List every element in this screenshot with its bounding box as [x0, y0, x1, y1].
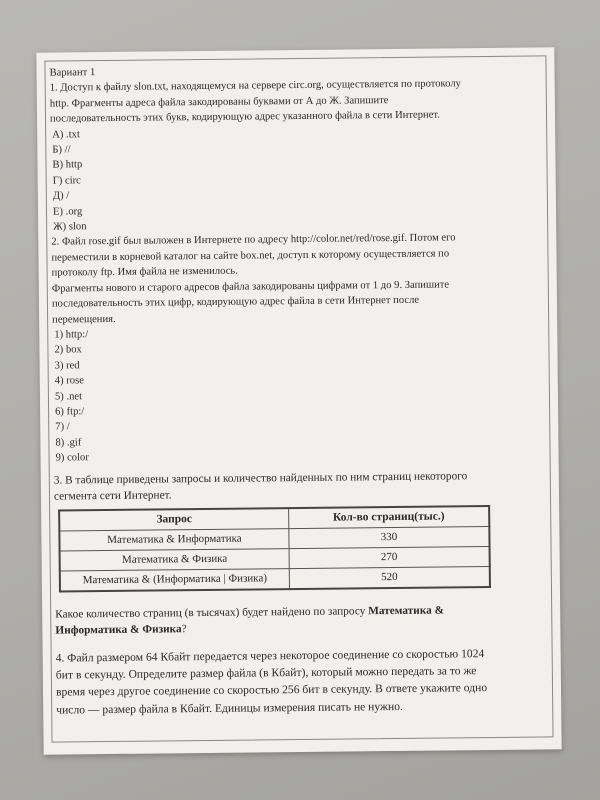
question-1-line: http. Фрагменты адреса файла закодированы буквами от А до Ж. Запишите: [49, 94, 389, 110]
question-4: [56, 644, 543, 719]
option-g: Г) circ: [52, 175, 81, 187]
header-query: Запрос: [59, 508, 289, 531]
pages-cell: 270: [289, 546, 490, 568]
question-3-prompt: [55, 601, 541, 639]
question-4-line: 4. Файл размером 64 Кбайт передается через некоторое соединение со скоростью 1024: [55, 646, 485, 665]
option-7: 7) /: [55, 421, 70, 433]
question-2-line: перемещения.: [52, 313, 116, 326]
worksheet-frame: [44, 55, 553, 742]
query-cell: Математика & Физика: [60, 548, 290, 570]
option-1: 1) http:/: [54, 329, 89, 341]
question-3-query-part-2: Информатика & Физика: [55, 623, 182, 637]
question-2-line: протоколу ftp. Имя файла не изменилось.: [51, 265, 238, 279]
query-cell: Математика & (Информатика | Физика): [60, 568, 290, 591]
pages-cell: 520: [289, 566, 490, 589]
question-3-query-part-1: Математика &: [368, 604, 445, 617]
question-4-line: бит в секунду. Определите размер файла (в Кбайт), который можно передать за то же: [55, 664, 477, 682]
query-table: [58, 505, 491, 593]
question-1-line: последовательность этих букв, кодирующую адрес указанного файла в сети Интернет.: [49, 109, 440, 125]
header-pages: Кол-во страниц(тыс.): [289, 506, 490, 529]
option-2: 2) box: [54, 344, 82, 356]
option-v: В) http: [52, 159, 83, 172]
option-4: 4) rose: [54, 375, 84, 387]
question-2-options: [54, 322, 539, 466]
paper-sheet: [36, 47, 561, 754]
question-3-line: 3. В таблице приведены запросы и количество найденных по ним страниц некоторого: [53, 469, 468, 487]
option-3: 3) red: [54, 360, 80, 372]
question-2-line: последовательность этих цифр, кодирующую адрес файла в сети Интернет после: [51, 294, 420, 310]
question-3-line: сегмента сети Интернет.: [53, 489, 172, 503]
option-9: 9) color: [55, 452, 89, 464]
option-8: 8) .gif: [55, 437, 82, 449]
option-5: 5) .net: [54, 390, 83, 403]
option-zh: Ж) slon: [53, 221, 87, 233]
question-2-line: Фрагменты нового и старого адресов файла закодированы цифрами от 1 до 9. Запишите: [51, 279, 450, 295]
question-2: [51, 230, 539, 466]
question-2-line: 2. Файл rose.gif был выложен в Интернете по адресу http://color.net/red/rose.gif. Потом его: [51, 232, 456, 249]
query-cell: Математика & Информатика: [59, 528, 289, 550]
pages-cell: 330: [289, 526, 490, 548]
question-3-prompt-text: Какое количество страниц (в тысячах) будет найдено по запросу: [55, 604, 369, 621]
variant-title: Вариант 1: [49, 67, 96, 79]
option-a: А) .txt: [52, 128, 80, 141]
table-row: [60, 566, 490, 591]
question-3-prompt-end: ?: [181, 623, 187, 636]
question-1-line: 1. Доступ к файлу slon.txt, находящемуся на сервере circ.org, осуществляется по протоколу: [49, 78, 461, 94]
question-1-options: [52, 122, 537, 235]
question-4-line: число — размер файла в Кбайт. Единицы измерения писать не нужно.: [56, 699, 403, 717]
option-6: 6) ftp:/: [55, 406, 85, 418]
question-2-line: переместили в корневой каталог на сайте box.net, доступ к которому осуществляется по: [51, 248, 450, 264]
option-d: Д) /: [52, 190, 70, 202]
question-1: [50, 76, 538, 235]
question-4-line: время через другое соединение со скоростью 256 бит в секунду. В ответе укажите одно: [55, 681, 488, 699]
option-b: Б) //: [52, 144, 71, 156]
question-3: [54, 467, 542, 639]
option-e: Е) .org: [52, 205, 83, 218]
